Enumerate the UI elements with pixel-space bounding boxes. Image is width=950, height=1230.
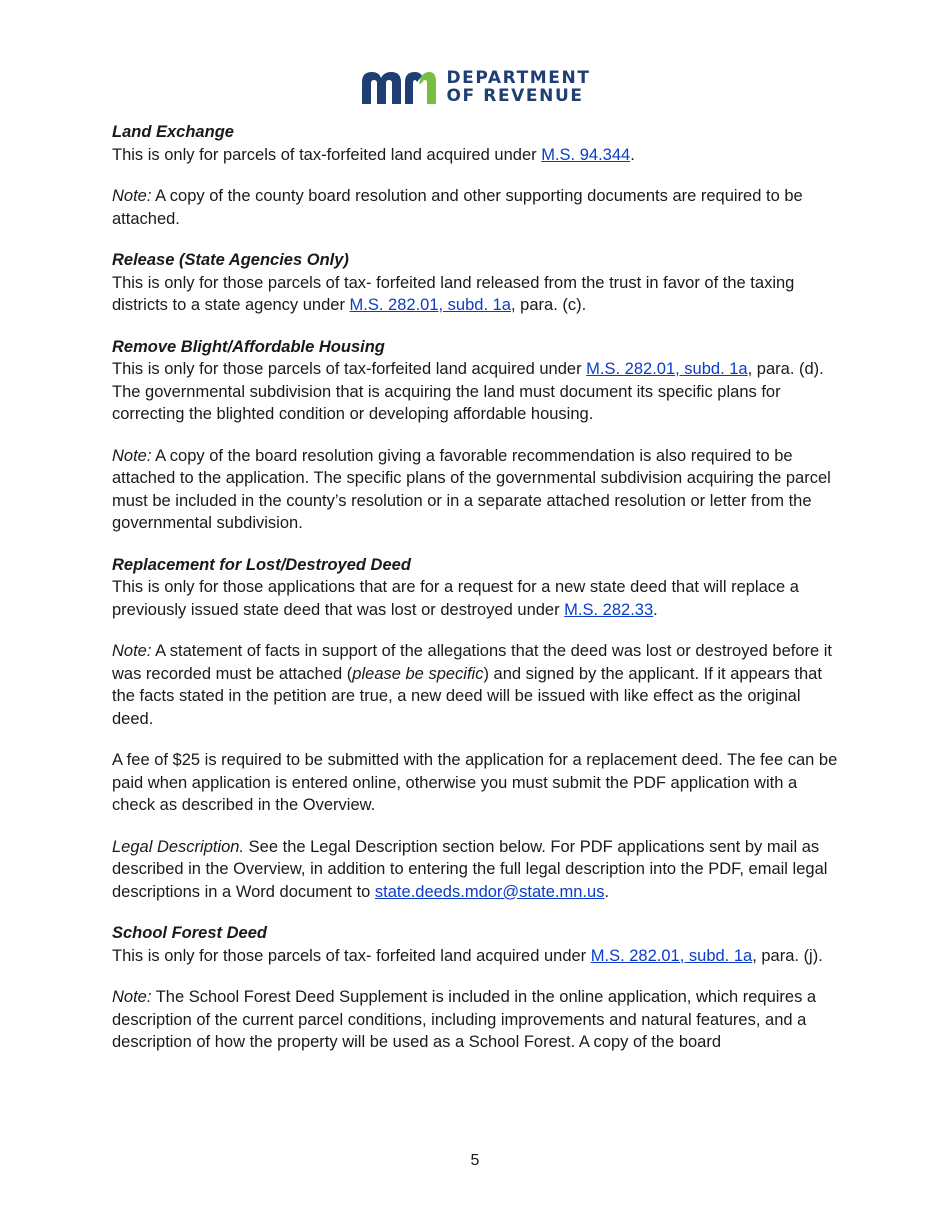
logo-wordmark (446, 69, 590, 105)
remove-blight-text: This is only for those parcels of tax-forfeited land acquired under M.S. 282.01, subd. 1a, para. (d). The governmental subdivision that is acquiring the land must document its specific plans for correcting the blighted condition or developing affordable housing. (112, 360, 824, 423)
replacement-text: This is only for those applications that are for a request for a new state deed that will replace a previously issued state deed that was lost or destroyed under M.S. 282.33. (112, 578, 799, 619)
remove-blight-note: Note: A copy of the board resolution giving a favorable recommendation is also required to be attached to the application. The specific plans of the governmental subdivision acquiring the parcel must be included in the county’s resolution or in a separate attached resolution or letter from the governmental subdivision. (112, 446, 831, 532)
page-number: 5 (470, 1152, 480, 1169)
mn-revenue-logo (359, 68, 590, 106)
release-text: This is only for those parcels of tax- forfeited land released from the trust in favor of the taxing districts to a state agency under M.S. 282.01, subd. 1a, para. (c). (112, 273, 795, 314)
logo-line-of-revenue: OF REVENUE (446, 86, 584, 106)
replacement-legal-description: Legal Description. See the Legal Description section below. For PDF applications sent by mail as described in the Overview, in addition to entering the full legal description into the PDF, email legal descriptions in a Word document to state.deeds.mdor@state.mn.us. (112, 837, 828, 901)
link-ms-282-01-blight[interactable]: M.S. 282.01, subd. 1a (586, 360, 748, 378)
section-heading-release: Release (State Agencies Only) (112, 251, 349, 269)
link-ms-282-01-school[interactable]: M.S. 282.01, subd. 1a (590, 946, 753, 965)
land-exchange-text: This is only for parcels of tax-forfeited land acquired under M.S. 94.344. (112, 145, 635, 164)
page-header (0, 68, 950, 111)
logo-line-department: DEPARTMENT (446, 68, 591, 88)
link-ms-282-01-release[interactable]: M.S. 282.01, subd. 1a (349, 296, 511, 314)
section-heading-remove-blight: Remove Blight/Affordable Housing (112, 337, 385, 356)
land-exchange-note: Note: A copy of the county board resolution and other supporting documents are required to be attached. (112, 187, 803, 228)
school-forest-text: This is only for those parcels of tax- forfeited land acquired under M.S. 282.01, subd. 1a, para. (j). (112, 946, 823, 965)
link-ms-282-33[interactable]: M.S. 282.33 (564, 600, 654, 619)
school-forest-note: Note: The School Forest Deed Supplement is included in the online application, which requires a description of the current parcel conditions, including improvements and natural features, and a description of how the property will be used as a School Forest. A copy of the board (112, 988, 817, 1051)
replacement-fee: A fee of $25 is required to be submitted with the application for a replacement deed. The fee can be paid when application is entered online, otherwise you must submit the PDF application with a check as described in the Overview. (112, 751, 838, 814)
mn-logo-icon (359, 68, 437, 106)
section-heading-school-forest: School Forest Deed (112, 924, 267, 942)
replacement-note: Note: A statement of facts in support of the allegations that the deed was lost or destroyed before it was recorded must be attached (please be specific) and signed by the applicant. If it appears that the facts stated in the petition are true, a new deed will be issued with like effect as the original deed. (112, 642, 833, 728)
link-ms-94-344[interactable]: M.S. 94.344 (541, 145, 631, 164)
email-link-state-deeds[interactable]: state.deeds.mdor@state.mn.us (374, 882, 605, 901)
section-heading-land-exchange: Land Exchange (112, 123, 234, 141)
section-heading-replacement: Replacement for Lost/Destroyed Deed (112, 555, 411, 574)
document-body (112, 121, 842, 1073)
